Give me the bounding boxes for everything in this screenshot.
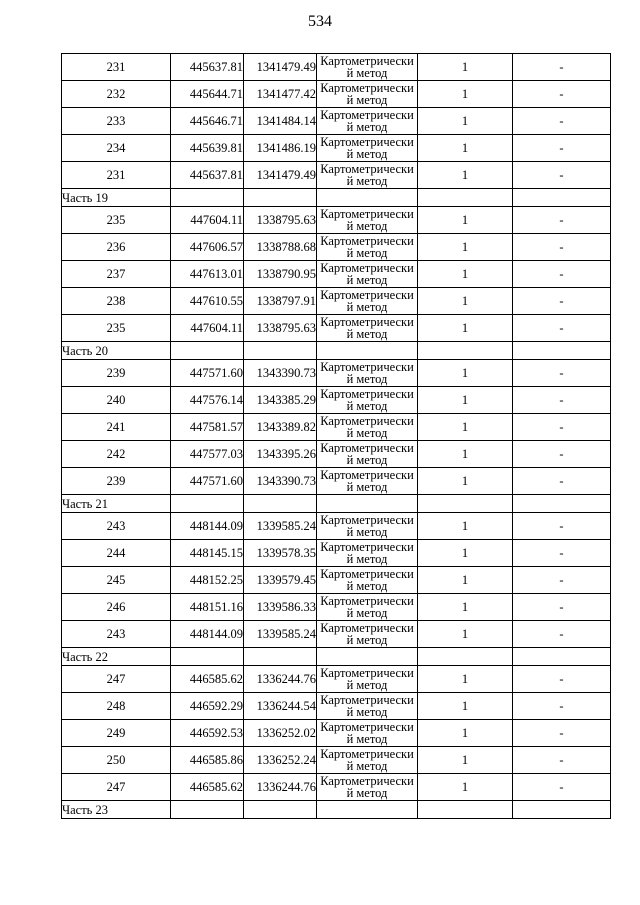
empty-cell xyxy=(171,801,244,819)
method-line-1: Картометрически xyxy=(320,261,414,275)
empty-cell xyxy=(171,495,244,513)
empty-cell xyxy=(171,189,244,207)
section-label: Часть 23 xyxy=(62,801,171,819)
dash-cell: - xyxy=(513,540,611,567)
dash-cell: - xyxy=(513,261,611,288)
empty-cell xyxy=(513,189,611,207)
empty-cell xyxy=(317,648,418,666)
table-row xyxy=(62,513,611,540)
table-row xyxy=(62,774,611,801)
method-cell xyxy=(317,594,418,621)
table-row xyxy=(62,621,611,648)
y-coordinate-cell: 1341479.49 xyxy=(244,162,317,189)
table-row xyxy=(62,468,611,495)
x-coordinate-cell: 445644.71 xyxy=(171,81,244,108)
method-line-2: й метод xyxy=(346,327,388,341)
y-coordinate-cell: 1336252.02 xyxy=(244,720,317,747)
count-cell: 1 xyxy=(418,693,513,720)
y-coordinate-cell: 1339585.24 xyxy=(244,621,317,648)
section-label: Часть 20 xyxy=(62,342,171,360)
point-number-cell: 238 xyxy=(62,288,171,315)
table-row xyxy=(62,261,611,288)
count-cell: 1 xyxy=(418,54,513,81)
x-coordinate-cell: 446592.29 xyxy=(171,693,244,720)
count-cell: 1 xyxy=(418,288,513,315)
count-cell: 1 xyxy=(418,414,513,441)
empty-cell xyxy=(317,495,418,513)
count-cell: 1 xyxy=(418,315,513,342)
count-cell: 1 xyxy=(418,540,513,567)
method-cell xyxy=(317,540,418,567)
coordinates-table xyxy=(61,53,611,819)
method-line-2: й метод xyxy=(346,759,388,773)
x-coordinate-cell: 448144.09 xyxy=(171,513,244,540)
dash-cell: - xyxy=(513,315,611,342)
point-number-cell: 236 xyxy=(62,234,171,261)
method-cell xyxy=(317,81,418,108)
point-number-cell: 247 xyxy=(62,666,171,693)
dash-cell: - xyxy=(513,360,611,387)
method-line-1: Картометрически xyxy=(320,414,414,428)
empty-cell xyxy=(171,342,244,360)
x-coordinate-cell: 447581.57 xyxy=(171,414,244,441)
method-line-2: й метод xyxy=(346,300,388,314)
count-cell: 1 xyxy=(418,234,513,261)
empty-cell xyxy=(244,801,317,819)
point-number-cell: 237 xyxy=(62,261,171,288)
y-coordinate-cell: 1336244.76 xyxy=(244,774,317,801)
section-row xyxy=(62,342,611,360)
empty-cell xyxy=(513,801,611,819)
count-cell: 1 xyxy=(418,441,513,468)
method-line-1: Картометрически xyxy=(320,540,414,554)
empty-cell xyxy=(418,495,513,513)
method-line-1: Картометрически xyxy=(320,54,414,68)
y-coordinate-cell: 1343390.73 xyxy=(244,360,317,387)
count-cell: 1 xyxy=(418,513,513,540)
table-row xyxy=(62,207,611,234)
x-coordinate-cell: 445637.81 xyxy=(171,54,244,81)
method-cell xyxy=(317,621,418,648)
method-cell xyxy=(317,360,418,387)
dash-cell: - xyxy=(513,162,611,189)
dash-cell: - xyxy=(513,387,611,414)
method-line-2: й метод xyxy=(346,273,388,287)
x-coordinate-cell: 447610.55 xyxy=(171,288,244,315)
point-number-cell: 247 xyxy=(62,774,171,801)
x-coordinate-cell: 447571.60 xyxy=(171,360,244,387)
method-line-1: Картометрически xyxy=(320,441,414,455)
y-coordinate-cell: 1343390.73 xyxy=(244,468,317,495)
point-number-cell: 231 xyxy=(62,162,171,189)
count-cell: 1 xyxy=(418,666,513,693)
y-coordinate-cell: 1339586.33 xyxy=(244,594,317,621)
table-row xyxy=(62,441,611,468)
y-coordinate-cell: 1338795.63 xyxy=(244,207,317,234)
x-coordinate-cell: 446592.53 xyxy=(171,720,244,747)
method-cell xyxy=(317,135,418,162)
section-label: Часть 19 xyxy=(62,189,171,207)
count-cell: 1 xyxy=(418,720,513,747)
table-row xyxy=(62,594,611,621)
table-row xyxy=(62,288,611,315)
table-row xyxy=(62,81,611,108)
empty-cell xyxy=(418,189,513,207)
table-row xyxy=(62,414,611,441)
method-line-1: Картометрически xyxy=(320,513,414,527)
x-coordinate-cell: 445637.81 xyxy=(171,162,244,189)
method-line-2: й метод xyxy=(346,480,388,494)
dash-cell: - xyxy=(513,414,611,441)
method-cell xyxy=(317,441,418,468)
dash-cell: - xyxy=(513,207,611,234)
table-row xyxy=(62,720,611,747)
method-line-2: й метод xyxy=(346,705,388,719)
dash-cell: - xyxy=(513,108,611,135)
y-coordinate-cell: 1343389.82 xyxy=(244,414,317,441)
table-row xyxy=(62,108,611,135)
count-cell: 1 xyxy=(418,468,513,495)
method-line-1: Картометрически xyxy=(320,567,414,581)
method-cell xyxy=(317,108,418,135)
method-cell xyxy=(317,720,418,747)
method-line-1: Картометрически xyxy=(320,468,414,482)
point-number-cell: 248 xyxy=(62,693,171,720)
table-row xyxy=(62,315,611,342)
method-line-2: й метод xyxy=(346,93,388,107)
method-cell xyxy=(317,468,418,495)
method-line-1: Картометрически xyxy=(320,594,414,608)
method-line-1: Картометрически xyxy=(320,207,414,221)
y-coordinate-cell: 1339579.45 xyxy=(244,567,317,594)
method-line-1: Картометрически xyxy=(320,81,414,95)
y-coordinate-cell: 1336244.76 xyxy=(244,666,317,693)
point-number-cell: 239 xyxy=(62,468,171,495)
method-line-2: й метод xyxy=(346,552,388,566)
y-coordinate-cell: 1343395.26 xyxy=(244,441,317,468)
method-line-1: Картометрически xyxy=(320,720,414,734)
section-row xyxy=(62,648,611,666)
method-cell xyxy=(317,414,418,441)
y-coordinate-cell: 1339578.35 xyxy=(244,540,317,567)
count-cell: 1 xyxy=(418,108,513,135)
method-line-2: й метод xyxy=(346,633,388,647)
x-coordinate-cell: 447577.03 xyxy=(171,441,244,468)
method-line-1: Картометрически xyxy=(320,387,414,401)
section-row xyxy=(62,495,611,513)
method-line-2: й метод xyxy=(346,174,388,188)
dash-cell: - xyxy=(513,720,611,747)
method-line-1: Картометрически xyxy=(320,288,414,302)
table-row xyxy=(62,162,611,189)
point-number-cell: 245 xyxy=(62,567,171,594)
method-cell xyxy=(317,387,418,414)
point-number-cell: 231 xyxy=(62,54,171,81)
method-cell xyxy=(317,207,418,234)
point-number-cell: 235 xyxy=(62,207,171,234)
y-coordinate-cell: 1338795.63 xyxy=(244,315,317,342)
count-cell: 1 xyxy=(418,747,513,774)
dash-cell: - xyxy=(513,693,611,720)
x-coordinate-cell: 446585.62 xyxy=(171,666,244,693)
method-line-2: й метод xyxy=(346,399,388,413)
method-line-1: Картометрически xyxy=(320,108,414,122)
method-line-1: Картометрически xyxy=(320,234,414,248)
method-line-2: й метод xyxy=(346,732,388,746)
method-line-1: Картометрически xyxy=(320,774,414,788)
method-cell xyxy=(317,288,418,315)
x-coordinate-cell: 447604.11 xyxy=(171,207,244,234)
y-coordinate-cell: 1343385.29 xyxy=(244,387,317,414)
method-line-1: Картометрически xyxy=(320,315,414,329)
page-number: 534 xyxy=(308,13,332,30)
method-line-1: Картометрически xyxy=(320,135,414,149)
empty-cell xyxy=(418,342,513,360)
count-cell: 1 xyxy=(418,594,513,621)
dash-cell: - xyxy=(513,747,611,774)
method-line-2: й метод xyxy=(346,219,388,233)
dash-cell: - xyxy=(513,135,611,162)
method-cell xyxy=(317,567,418,594)
method-line-2: й метод xyxy=(346,579,388,593)
count-cell: 1 xyxy=(418,207,513,234)
table-row xyxy=(62,747,611,774)
count-cell: 1 xyxy=(418,162,513,189)
count-cell: 1 xyxy=(418,567,513,594)
dash-cell: - xyxy=(513,594,611,621)
count-cell: 1 xyxy=(418,621,513,648)
x-coordinate-cell: 445646.71 xyxy=(171,108,244,135)
table-row xyxy=(62,666,611,693)
method-cell xyxy=(317,234,418,261)
x-coordinate-cell: 445639.81 xyxy=(171,135,244,162)
dash-cell: - xyxy=(513,621,611,648)
dash-cell: - xyxy=(513,774,611,801)
empty-cell xyxy=(171,648,244,666)
x-coordinate-cell: 447571.60 xyxy=(171,468,244,495)
dash-cell: - xyxy=(513,234,611,261)
method-line-2: й метод xyxy=(346,66,388,80)
table-row xyxy=(62,54,611,81)
table-row xyxy=(62,693,611,720)
point-number-cell: 242 xyxy=(62,441,171,468)
empty-cell xyxy=(513,648,611,666)
method-line-1: Картометрически xyxy=(320,693,414,707)
empty-cell xyxy=(244,342,317,360)
method-line-1: Картометрически xyxy=(320,666,414,680)
count-cell: 1 xyxy=(418,360,513,387)
method-cell xyxy=(317,693,418,720)
method-cell xyxy=(317,513,418,540)
y-coordinate-cell: 1341484.14 xyxy=(244,108,317,135)
point-number-cell: 234 xyxy=(62,135,171,162)
table-row xyxy=(62,234,611,261)
method-line-2: й метод xyxy=(346,453,388,467)
section-row xyxy=(62,189,611,207)
dash-cell: - xyxy=(513,513,611,540)
dash-cell: - xyxy=(513,54,611,81)
x-coordinate-cell: 448151.16 xyxy=(171,594,244,621)
y-coordinate-cell: 1341477.42 xyxy=(244,81,317,108)
method-cell xyxy=(317,315,418,342)
table-row xyxy=(62,567,611,594)
y-coordinate-cell: 1338790.95 xyxy=(244,261,317,288)
point-number-cell: 241 xyxy=(62,414,171,441)
method-cell xyxy=(317,747,418,774)
x-coordinate-cell: 447576.14 xyxy=(171,387,244,414)
method-cell xyxy=(317,774,418,801)
point-number-cell: 240 xyxy=(62,387,171,414)
point-number-cell: 233 xyxy=(62,108,171,135)
section-label: Часть 22 xyxy=(62,648,171,666)
count-cell: 1 xyxy=(418,135,513,162)
point-number-cell: 243 xyxy=(62,621,171,648)
point-number-cell: 235 xyxy=(62,315,171,342)
y-coordinate-cell: 1338788.68 xyxy=(244,234,317,261)
x-coordinate-cell: 446585.86 xyxy=(171,747,244,774)
section-row xyxy=(62,801,611,819)
count-cell: 1 xyxy=(418,387,513,414)
empty-cell xyxy=(244,648,317,666)
table-body xyxy=(62,54,611,819)
dash-cell: - xyxy=(513,468,611,495)
method-cell xyxy=(317,666,418,693)
dash-cell: - xyxy=(513,81,611,108)
method-line-2: й метод xyxy=(346,372,388,386)
x-coordinate-cell: 447604.11 xyxy=(171,315,244,342)
point-number-cell: 232 xyxy=(62,81,171,108)
dash-cell: - xyxy=(513,666,611,693)
table-row xyxy=(62,387,611,414)
empty-cell xyxy=(244,189,317,207)
method-cell xyxy=(317,261,418,288)
empty-cell xyxy=(317,801,418,819)
method-line-2: й метод xyxy=(346,678,388,692)
empty-cell xyxy=(513,342,611,360)
method-line-2: й метод xyxy=(346,426,388,440)
y-coordinate-cell: 1336244.54 xyxy=(244,693,317,720)
dash-cell: - xyxy=(513,441,611,468)
x-coordinate-cell: 448152.25 xyxy=(171,567,244,594)
empty-cell xyxy=(244,495,317,513)
method-line-1: Картометрически xyxy=(320,360,414,374)
y-coordinate-cell: 1341479.49 xyxy=(244,54,317,81)
method-line-2: й метод xyxy=(346,786,388,800)
method-line-2: й метод xyxy=(346,525,388,539)
table-row xyxy=(62,360,611,387)
x-coordinate-cell: 448145.15 xyxy=(171,540,244,567)
x-coordinate-cell: 447606.57 xyxy=(171,234,244,261)
method-line-2: й метод xyxy=(346,147,388,161)
method-line-1: Картометрически xyxy=(320,747,414,761)
method-line-2: й метод xyxy=(346,606,388,620)
table-row xyxy=(62,135,611,162)
method-line-2: й метод xyxy=(346,246,388,260)
method-cell xyxy=(317,54,418,81)
empty-cell xyxy=(418,801,513,819)
x-coordinate-cell: 447613.01 xyxy=(171,261,244,288)
table-row xyxy=(62,540,611,567)
method-cell xyxy=(317,162,418,189)
empty-cell xyxy=(317,189,418,207)
method-line-2: й метод xyxy=(346,120,388,134)
method-line-1: Картометрически xyxy=(320,162,414,176)
dash-cell: - xyxy=(513,567,611,594)
count-cell: 1 xyxy=(418,261,513,288)
point-number-cell: 244 xyxy=(62,540,171,567)
point-number-cell: 239 xyxy=(62,360,171,387)
dash-cell: - xyxy=(513,288,611,315)
point-number-cell: 243 xyxy=(62,513,171,540)
method-line-1: Картометрически xyxy=(320,621,414,635)
count-cell: 1 xyxy=(418,81,513,108)
point-number-cell: 246 xyxy=(62,594,171,621)
y-coordinate-cell: 1339585.24 xyxy=(244,513,317,540)
empty-cell xyxy=(513,495,611,513)
x-coordinate-cell: 446585.62 xyxy=(171,774,244,801)
section-label: Часть 21 xyxy=(62,495,171,513)
count-cell: 1 xyxy=(418,774,513,801)
y-coordinate-cell: 1338797.91 xyxy=(244,288,317,315)
y-coordinate-cell: 1341486.19 xyxy=(244,135,317,162)
x-coordinate-cell: 448144.09 xyxy=(171,621,244,648)
point-number-cell: 249 xyxy=(62,720,171,747)
empty-cell xyxy=(418,648,513,666)
point-number-cell: 250 xyxy=(62,747,171,774)
y-coordinate-cell: 1336252.24 xyxy=(244,747,317,774)
empty-cell xyxy=(317,342,418,360)
